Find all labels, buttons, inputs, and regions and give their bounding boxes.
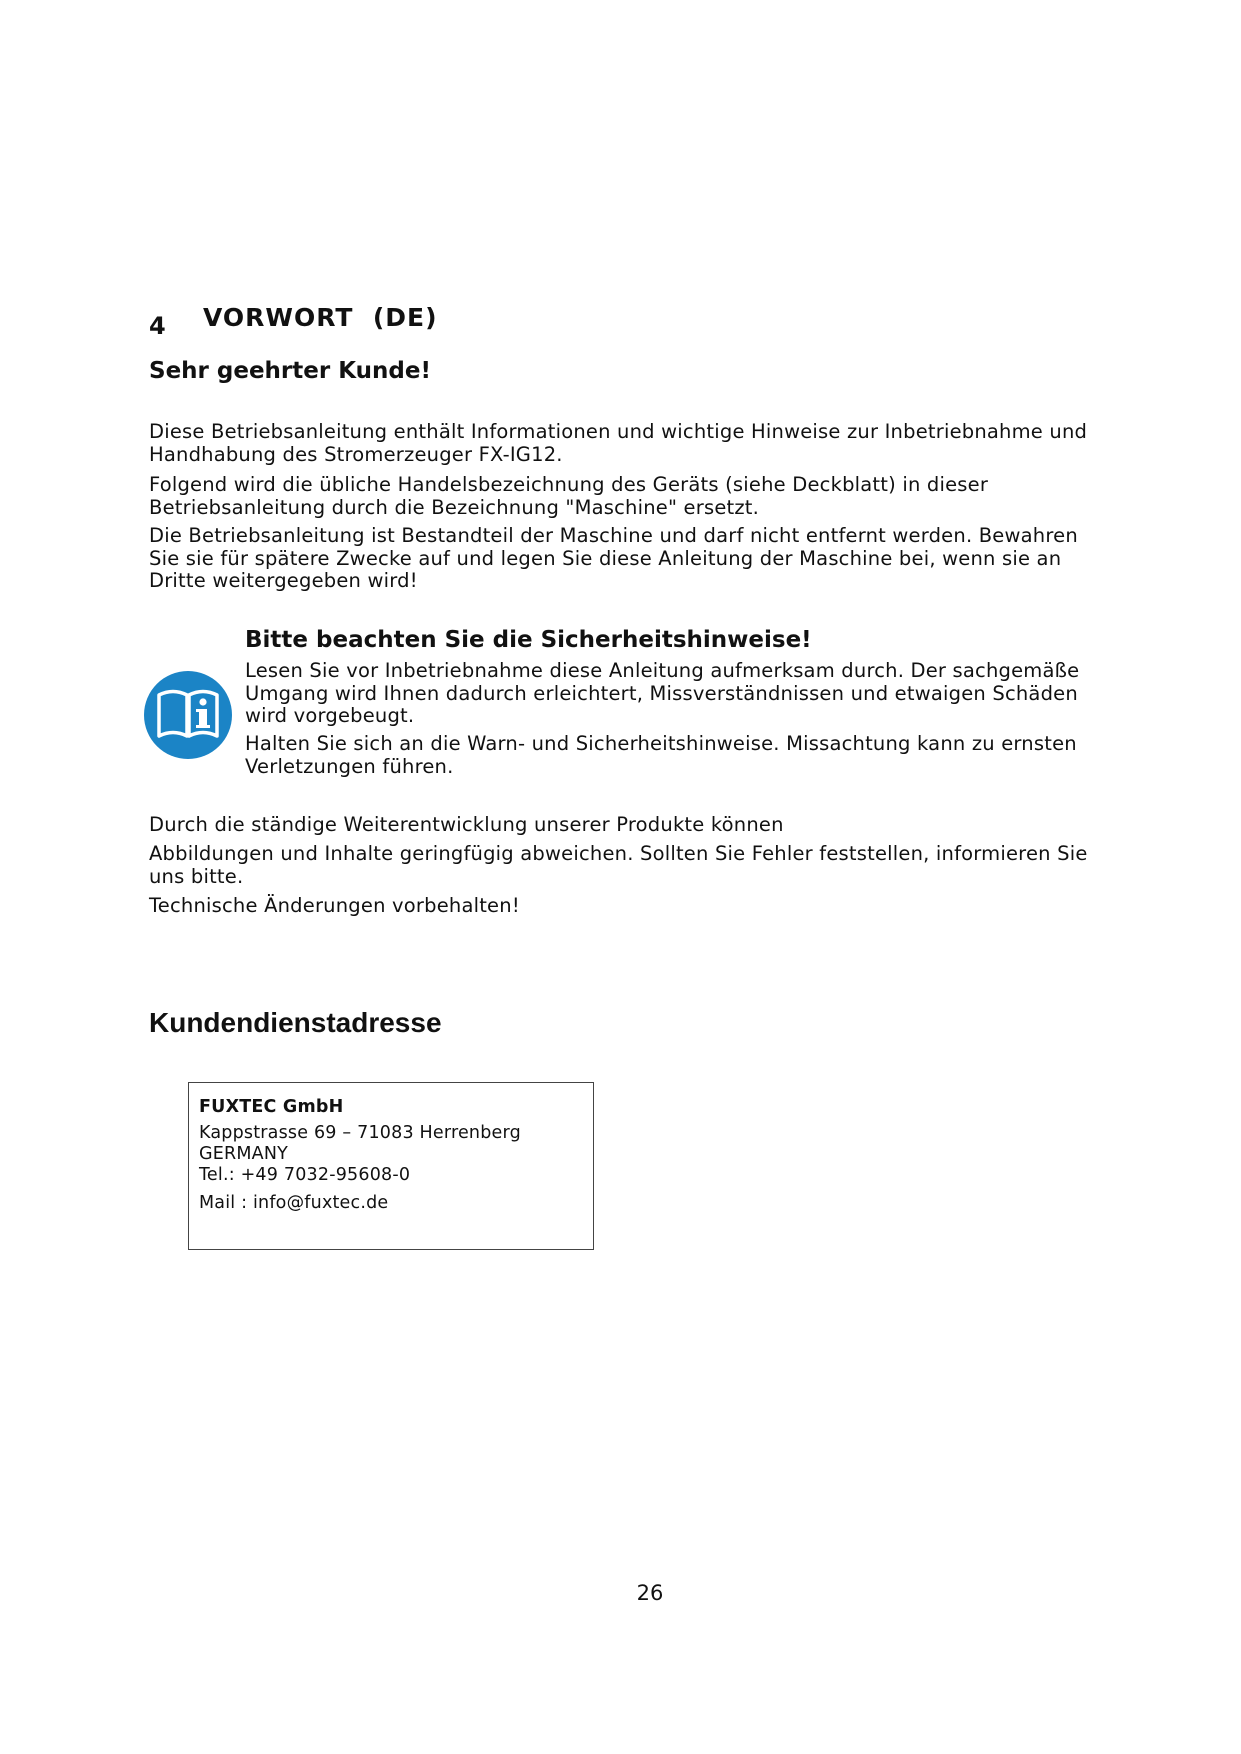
- street-address: Kappstrasse 69 – 71083 Herrenberg: [199, 1123, 521, 1143]
- safety-paragraph: Halten Sie sich an die Warn- und Sicherheitshinweise. Missachtung kann zu ernsten Verletzungen führen.: [245, 732, 1077, 778]
- notes-paragraph: Abbildungen und Inhalte geringfügig abweichen. Sollten Sie Fehler feststellen, informieren Sie uns bitte.: [149, 842, 1088, 888]
- company-name: FUXTEC GmbH: [199, 1097, 344, 1117]
- intro-paragraph: Diese Betriebsanleitung enthält Informationen und wichtige Hinweise zur Inbetriebnahme und Handhabung des Stromerzeuger FX-IG12.: [149, 420, 1088, 466]
- safety-paragraph: Lesen Sie vor Inbetriebnahme diese Anleitung aufmerksam durch. Der sachgemäße Umgang wird Ihnen dadurch erleichtert, Missverständnissen und etwaigen Schäden wird vorgebeugt.: [245, 659, 1080, 727]
- intro-paragraph: Folgend wird die übliche Handelsbezeichnung des Geräts (siehe Deckblatt) in dieser Betriebsanleitung durch die Bezeichnung "Maschine" ersetzt.: [149, 473, 989, 519]
- section-title: VORWORT (DE): [203, 303, 438, 332]
- telephone: Tel.: +49 7032-95608-0: [199, 1165, 411, 1185]
- notes-paragraph: Durch die ständige Weiterentwicklung unserer Produkte können: [149, 813, 784, 836]
- email: Mail : info@fuxtec.de: [199, 1193, 389, 1213]
- service-address-heading: Kundendienstadresse: [149, 1007, 442, 1038]
- country: GERMANY: [199, 1144, 289, 1164]
- notes-paragraph: Technische Änderungen vorbehalten!: [149, 894, 520, 917]
- page-number: 26: [636, 1581, 664, 1605]
- greeting-heading: Sehr geehrter Kunde!: [149, 358, 431, 384]
- section-number: 4: [149, 312, 166, 340]
- safety-heading: Bitte beachten Sie die Sicherheitshinweise!: [245, 627, 812, 653]
- manual-info-icon: [143, 670, 233, 760]
- intro-paragraph: Die Betriebsanleitung ist Bestandteil der Maschine und darf nicht entfernt werden. Bewahren Sie sie für spätere Zwecke auf und legen Sie diese Anleitung der Maschine bei, wenn sie an Dritte weitergegeben wird!: [149, 524, 1078, 592]
